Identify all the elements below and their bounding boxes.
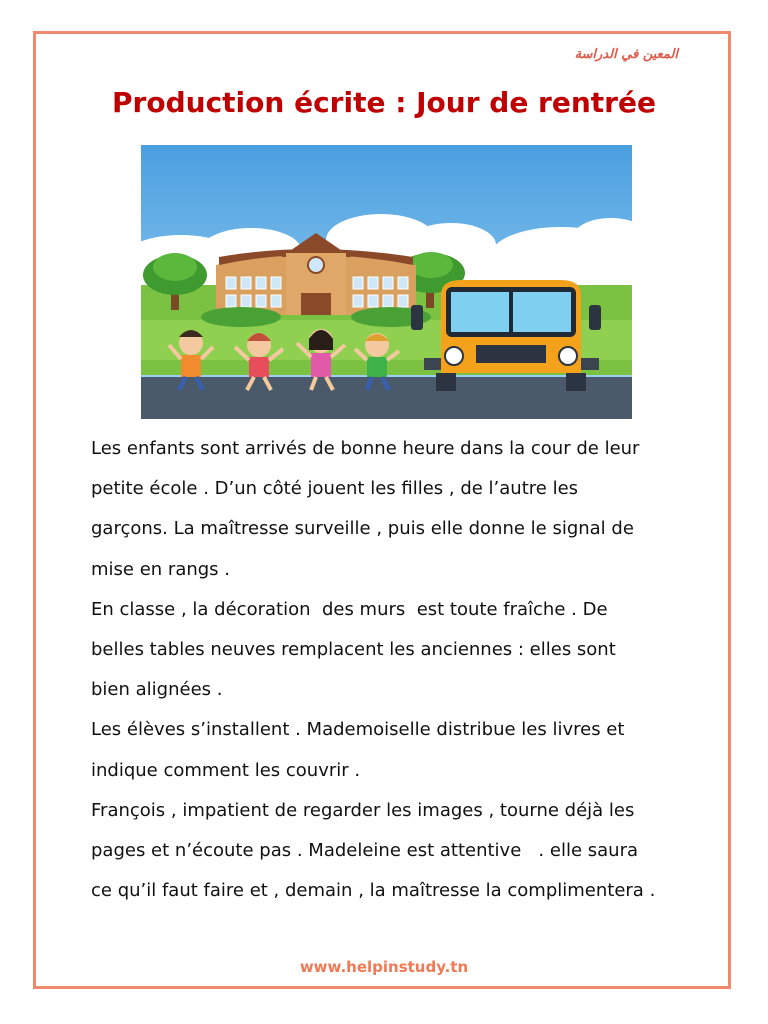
text-line: mise en rangs .: [91, 558, 230, 580]
text-line: Les enfants sont arrivés de bonne heure dans la cour de leur: [91, 438, 640, 459]
school-bus-children-illustration: [141, 145, 632, 419]
text-line: indique comment les couvrir .: [91, 759, 361, 781]
footer-url[interactable]: www.helpinstudy.tn: [299, 958, 469, 976]
text-body: [91, 429, 691, 911]
text-line: En classe , la décoration des murs est toute fraîche . De: [91, 598, 608, 620]
text-line: François , impatient de regarder les images , tourne déjà les: [91, 799, 635, 821]
text-line: Les élèves s’installent . Mademoiselle distribue les livres et: [91, 719, 625, 741]
text-line: bien alignées .: [91, 679, 223, 701]
text-line: ce qu’il faut faire et , demain , la maîtresse la complimentera .: [91, 880, 656, 902]
text-line: belles tables neuves remplacent les anciennes : elles sont: [91, 639, 616, 661]
text-line: petite école . D’un côté jouent les filles , de l’autre les: [91, 478, 579, 500]
page-title: Production écrite : Jour de rentrée: [112, 86, 656, 119]
text-line: garçons. La maîtresse surveille , puis elle donne le signal de: [91, 518, 634, 540]
site-tag-arabic: المعين في الدراسة: [574, 47, 678, 62]
text-line: pages et n’écoute pas . Madeleine est attentive . elle saura: [91, 840, 638, 862]
